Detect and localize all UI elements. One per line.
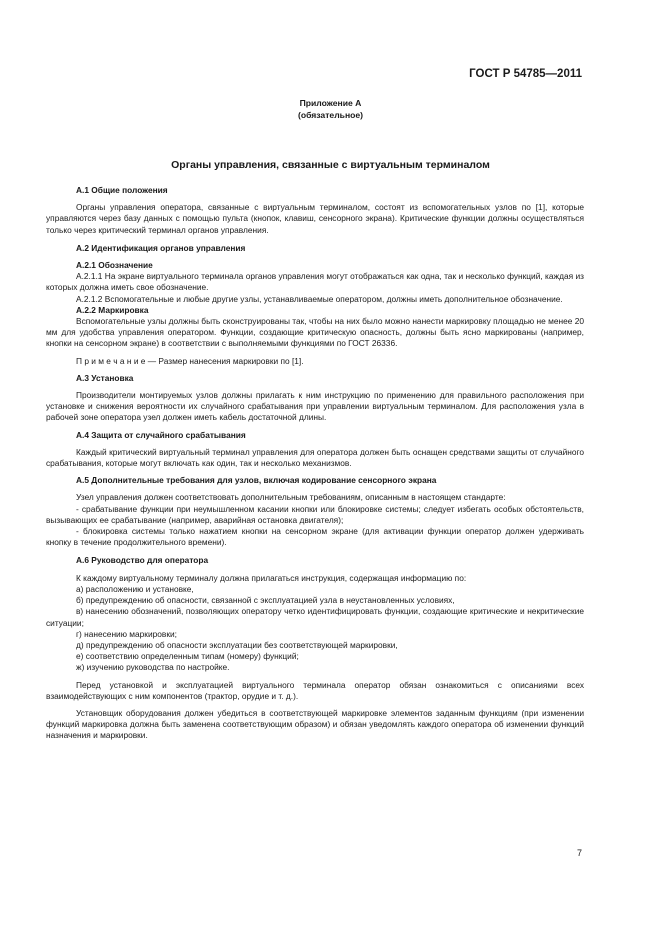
document-id: ГОСТ Р 54785—2011 [469, 68, 582, 80]
section-heading: А.6 Руководство для оператора [76, 555, 209, 566]
list-item: ж) изучению руководства по настройке. [76, 662, 230, 673]
paragraph: Перед установкой и эксплуатацией виртуального терминала оператор обязан ознакомиться с описаниями всех взаимодействующих с ним компонентов (трактор, орудие и т. д.). [46, 679, 584, 701]
subsection-heading: А.2.1 Обозначение [76, 260, 153, 271]
section-heading: А.2 Идентификация органов управления [76, 242, 246, 253]
appendix-label: Приложение А [299, 98, 362, 108]
paragraph: Производители монтируемых узлов должны прилагать к ним инструкцию по применению для правильного расположения при установке и снижения вероятности их случайного срабатывания при управлении виртуальным терминалом. Для расположения узла в рабочей зоне оператора узел должен иметь кабель достаточной длины. [46, 390, 584, 423]
appendix-title: Органы управления, связанные с виртуальным терминалом [171, 159, 490, 171]
note: П р и м е ч а н и е — Размер нанесения маркировки по [1]. [76, 355, 304, 366]
paragraph: Вспомогательные узлы должны быть сконструированы так, чтобы на них было можно нанести маркировку площадью не менее 20 мм для удобства управления оператором. Функции, создающие критическую опасность, должны быть ясно маркированы (например, кнопки на сенсорном экране) в соответствии с выполняемыми функциями по ГОСТ 26336. [46, 316, 584, 349]
paragraph: Каждый критический виртуальный терминал управления для оператора должен быть оснащен средствами защиты от случайного срабатывания, которые могут включать как один, так и несколько механизмов. [46, 446, 584, 469]
list-item: е) соответствию определенным типам (номеру) функций; [76, 651, 299, 662]
list-item: - блокировка системы только нажатием кнопки на сенсорном экране (для активации функции оператор должен удерживать кнопку в течение продолжительного времени). [46, 526, 584, 548]
paragraph: Установщик оборудования должен убедиться в соответствующей маркировке элементов заданным функциям (при изменении функций маркировка должна быть заменена соответствующим образом) и обязан уведомлять каждого оператора об изменении функций назначения и маркировки. [46, 707, 584, 741]
list-item: в) нанесению обозначений, позволяющих оператору четко идентифицировать функции, создающие критические и некритические ситуации; [46, 606, 584, 628]
appendix-body [46, 185, 584, 742]
list-item: г) нанесению маркировки; [76, 628, 177, 639]
section-heading: А.1 Общие положения [76, 185, 168, 195]
list-item: а) расположению и установке, [76, 583, 194, 594]
appendix-status: (обязательное) [297, 110, 364, 120]
section-heading: А.4 Защита от случайного срабатывания [76, 429, 246, 440]
paragraph: Органы управления оператора, связанные с виртуальным терминалом, состоят из вспомогательных узлов по [1], которые управляются через базу данных с помощью пульта (кнопок, клавиш, сенсорного экрана). Критические функции должны осуществляться только через критический терминал органов управления. [46, 202, 584, 235]
list-item: б) предупреждению об опасности, связанной с эксплуатацией узла в неустановленных условиях, [76, 595, 455, 606]
subsection-heading: А.2.2 Маркировка [76, 304, 149, 315]
section-heading: А.3 Установка [76, 372, 134, 383]
paragraph: Узел управления должен соответствовать дополнительным требованиям, описанным в настоящем стандарте: [76, 492, 506, 503]
paragraph: А.2.1.1 На экране виртуального терминала органов управления могут отображаться как одна, так и несколько функций, каждая из которых должна иметь свое обозначение. [46, 271, 584, 293]
list-item: д) предупреждению об опасности эксплуатации без соответствующей маркировки, [76, 639, 398, 650]
section-heading: А.5 Дополнительные требования для узлов, включая кодирование сенсорного экрана [76, 475, 437, 486]
list-item: - срабатывание функции при неумышленном касании кнопки или блокировке системы; следует избегать особых обстоятельств, вызывающих ее срабатывание (например, аварийная остановка двигателя); [46, 503, 584, 525]
page-number: 7 [576, 848, 582, 858]
paragraph: А.2.1.2 Вспомогательные и любые другие узлы, устанавливаемые оператором, должны иметь дополнительное обозначение. [76, 293, 563, 304]
paragraph: К каждому виртуальному терминалу должна прилагаться инструкция, содержащая информацию по: [76, 572, 467, 583]
